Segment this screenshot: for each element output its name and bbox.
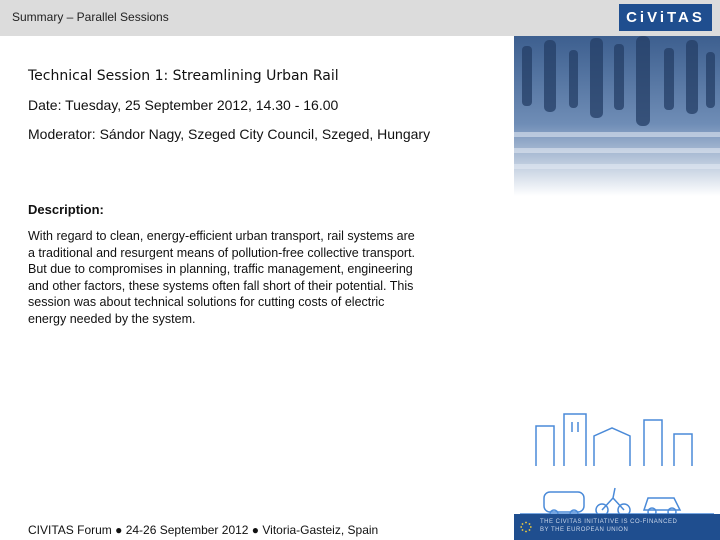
- description-label: Description:: [28, 202, 104, 217]
- header-title: Summary – Parallel Sessions: [12, 10, 169, 24]
- description-line: a traditional and resurgent means of pollution-free collective transport.: [28, 245, 416, 260]
- decorative-side-panel: [514, 36, 720, 540]
- session-title: Technical Session 1: Streamlining Urban Rail: [28, 68, 339, 84]
- description-line: session was about technical solutions for cutting costs of electric: [28, 295, 385, 309]
- description-body: [28, 228, 496, 327]
- eu-funding-line: THE CIVITAS INITIATIVE IS CO-FINANCED: [540, 519, 678, 525]
- description-line: and other factors, these systems often fall short of their potential. This: [28, 278, 414, 293]
- slide-footer: CIVITAS Forum ● 24-26 September 2012 ● Vitoria-Gasteiz, Spain: [28, 523, 379, 537]
- session-date: Date: Tuesday, 25 September 2012, 14.30 - 16.00: [28, 97, 339, 113]
- session-moderator: Moderator: Sándor Nagy, Szeged City Council, Szeged, Hungary: [28, 126, 431, 142]
- description-line: But due to compromises in planning, traffic management, engineering: [28, 262, 413, 276]
- description-line: energy needed by the system.: [28, 311, 196, 326]
- eu-funding-line: BY THE EUROPEAN UNION: [540, 527, 629, 533]
- pedestrians-photo: [514, 36, 720, 196]
- eu-funding-text: [540, 518, 677, 534]
- slide-header: [0, 0, 720, 36]
- eu-flag-icon: [518, 520, 534, 534]
- civitas-logo: CiViTAS: [619, 4, 712, 31]
- eu-funding-strip: [514, 514, 720, 540]
- description-line: With regard to clean, energy-efficient urban transport, rail systems are: [28, 229, 415, 243]
